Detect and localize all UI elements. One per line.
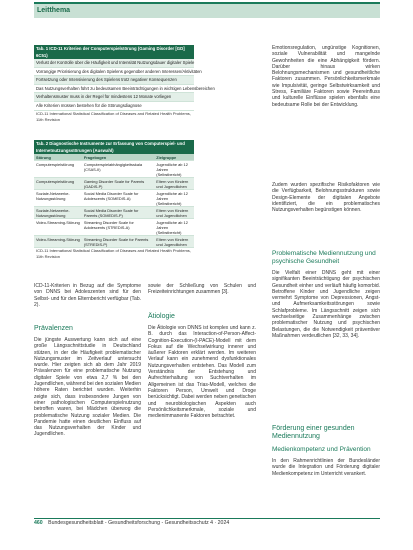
table-2-grid [34, 154, 194, 248]
table-2 [34, 140, 194, 260]
table-cell: Streaming Disorder Scale for Adolescents (STREDIS-A) [82, 219, 154, 236]
table-cell: Computerspielstörung [34, 161, 82, 178]
table-cell: Jugendliche ab 12 Jahren (Selbstbericht) [154, 190, 194, 207]
table-cell: Gaming Disorder Scale for Parents (GADIS-P) [82, 178, 154, 190]
paragraph: sowie der Schließung von Schulen und Freizeiteinrichtungen zusammen [3]. [148, 283, 256, 296]
table-cell: Computerspielstörung [34, 178, 82, 190]
table-cell: Computerspielabhängigkeitsskala (CSAS-II) [82, 161, 154, 178]
paragraph: Die Ätiologie von DNNS ist komplex und kann z. B. durch das Interaction-of-Person-Affect-Cognition-Execution-(I-PACE)-Modell mit dem Fokus auf die Wechselwirkung innerer und äußerer Faktoren erklärt werden. Im weiteren Verlauf kann ein zunehmend dysfunktionales Nutzungsverhalten entstehen. Das Modell zum Verständnis der Entstehung und Aufrechterhaltung von Suchtverhalten im Allgemeinen ist das Trias-Modell, welches die Faktoren Person, Umwelt und Droge berücksichtigt. Dabei werden neben genetischen und neurobiologischen Aspekten auch Persönlichkeitsmerkmale, soziale und medienimmanente Faktoren betrachtet. [148, 325, 256, 420]
footer-rule [34, 518, 380, 519]
table-cell: Jugendliche ab 12 Jahren (Selbstbericht) [154, 219, 194, 236]
table-cell: Soziale-Netzwerke-Nutzungsstörung [34, 190, 82, 207]
column-3-text2 [272, 182, 380, 244]
column-2-body [148, 325, 256, 510]
table-2-title: Tab. 2 Diagnostische Instrumente zur Erfassung von Computerspiel- und Internetnutzungsstörungen (Auswahl) [34, 140, 194, 154]
table-cell: Streaming Disorder Scale for Parents (STREDIS-P) [82, 236, 154, 248]
table-cell: Social Media Disorder Scale for Parents (SOMEDIS-P) [82, 207, 154, 219]
column-header: Störung [34, 154, 82, 161]
table-row: Vorrangige Priorisierung des digitalen Spielens gegenüber anderen Interessen/Aktivitäten [34, 68, 194, 77]
paragraph: Die Vielfalt einer DNNS geht mit einer signifikanten Beeinträchtigung der psychischen Gesundheit einher und verläuft häufig komorbid. Betroffene Kinder und Jugendliche zeigen vermehrt Symptome von Depressionen, Angst- und Aufmerksamkeitsstörungen sowie Schlafprobleme. Im Längsschnitt zeigen sich wechselseitige Zusammenhänge zwischen problematischer Nutzung und psychischen Belastungen, die die Notwendigkeit präventiver Maßnahmen verdeutlichen [32, 33, 34]. [272, 270, 380, 339]
section-heading: Prävalenzen [34, 325, 73, 332]
table-row [34, 178, 194, 190]
column-1-body [34, 337, 141, 509]
subsection-heading: Medienkompetenz und Prävention [272, 446, 371, 453]
paragraph: Zudem wurden spezifische Risikofaktoren wie die Verfügbarkeit, Belohnungsstrukturen sowie Design-Elemente der digitalen Angebote identifiziert, die ein problematisches Nutzungsverhalten begünstigen können. [272, 182, 380, 214]
table-cell: Video-Streaming-Störung [34, 219, 82, 236]
table-cell: Eltern von Kindern und Jugendlichen [154, 236, 194, 248]
paragraph: In den Rahmenrichtlinien der Bundesländer wurde die Integration und Förderung digitaler Medienkompetenz im Unterricht verankert. [272, 458, 380, 477]
section-heading: Ätiologie [148, 313, 175, 320]
table-cell: Eltern von Kindern und Jugendlichen [154, 207, 194, 219]
table-row [34, 236, 194, 248]
table-row: Alle Kriterien müssen bestehen für die Störungsdiagnose [34, 102, 194, 111]
table-cell: Eltern von Kindern und Jugendlichen [154, 178, 194, 190]
table-row [34, 161, 194, 178]
table-cell: Social Media Disorder Scale for Adolescents (SOMEDIS-A) [82, 190, 154, 207]
page-number: 460 [34, 520, 43, 526]
paragraph: Emotionsregulation, ungünstige Kognitionen, soziale Vulnerabilität und mangelnde Gewohnheiten die eine Abhängigkeit fördern. Darüber hinaus wirken Belohnungsmechanismen und gesundheitliche Faktoren zusammen. Persönlichkeitsmerkmale wie Impulsivität, geringe Selbstwirksamkeit und Stress, Familiäre Faktoren sowie Peereinfluss und kulturelle Einflüsse spielen ebenfalls eine bedeutsame Rolle bei der Entwicklung. [272, 45, 380, 108]
table-row: Verhaltensmuster muss in der Regel für mindestens 12 Monate vorliegen [34, 93, 194, 102]
column-header: Zielgruppe [154, 154, 194, 161]
column-3-bottom [272, 458, 380, 513]
leitthema-banner [34, 2, 380, 18]
table-row [34, 219, 194, 236]
table-row [34, 190, 194, 207]
table-cell: Jugendliche ab 12 Jahren (Selbstbericht) [154, 161, 194, 178]
table-1-footnote: ICD-11 International Statistical Classification of Diseases and Related Health Problems, 11th Revision [36, 110, 191, 122]
column-header: Fragebogen [82, 154, 154, 161]
table-row: Das Nutzungsverhalten führt zu bedeutsamen Beeinträchtigungen in wichtigen Lebensbereichen [34, 85, 194, 94]
column-3-top [272, 45, 380, 181]
table-1 [34, 45, 215, 123]
table-1-title: Tab. 1 ICD-11 Kriterien der Computerspielstörung (Gaming Disorder [GD] 6C51) [34, 45, 194, 59]
table-row: Fortsetzung oder Intensivierung des Spielens trotz negativer Konsequenzen [34, 76, 194, 85]
page-footer [34, 520, 380, 526]
column-1-intro [34, 283, 141, 313]
section-heading: Förderung einer gesunden Mediennutzung [272, 425, 355, 440]
section-heading: Problematische Mediennutzung und psychische Gesundheit [272, 250, 376, 265]
table-cell: Video-Streaming-Störung [34, 236, 82, 248]
column-3-body [272, 270, 380, 420]
column-2-intro [148, 283, 256, 303]
paragraph: ICD-11-Kriterien in Bezug auf die Symptome von DNNS bei Adoleszenten sind für den Selbst- und für den Elternbericht verfügbar (Tab. 2). [34, 283, 141, 308]
table-cell: Soziale-Netzwerke-Nutzungsstörung [34, 207, 82, 219]
leitthema-label: Leitthema [37, 7, 71, 14]
journal-name: Bundesgesundheitsblatt - Gesundheitsforschung - Gesundheitsschutz 4 · 2024 [48, 520, 230, 526]
paragraph: Die jüngste Auswertung kann sich auf eine große Längsschnittstudie in Deutschland stützen, in der die Häufigkeit problematischer Nutzungsmuster im Zeitverlauf untersucht wurde. Hier zeigten sich ab dem Jahr 2019 Prävalenzen für eine problematische Nutzung digitaler Spiele von etwa 2,7 % bei den Jugendlichen, während bei den sozialen Medien höhere Raten berichtet wurden. Weiterhin zeigte sich, dass insbesondere Jungen von einer pathologischen Computerspielnutzung betroffen waren, bei Mädchen überwog die problematische Nutzung sozialer Medien. Die Pandemie hatte einen deutlichen Einfluss auf das Nutzungsverhalten der Kinder und Jugendlichen. [34, 337, 141, 438]
table-row [34, 207, 194, 219]
table-2-footnote: ICD-11 International Statistical Classification of Diseases and Related Health Problems, 11th Revision [36, 248, 191, 259]
table-row: Verlust der Kontrolle über die Häufigkeit und Intensität Nutzungsdauer digitaler Spiele [34, 59, 194, 68]
